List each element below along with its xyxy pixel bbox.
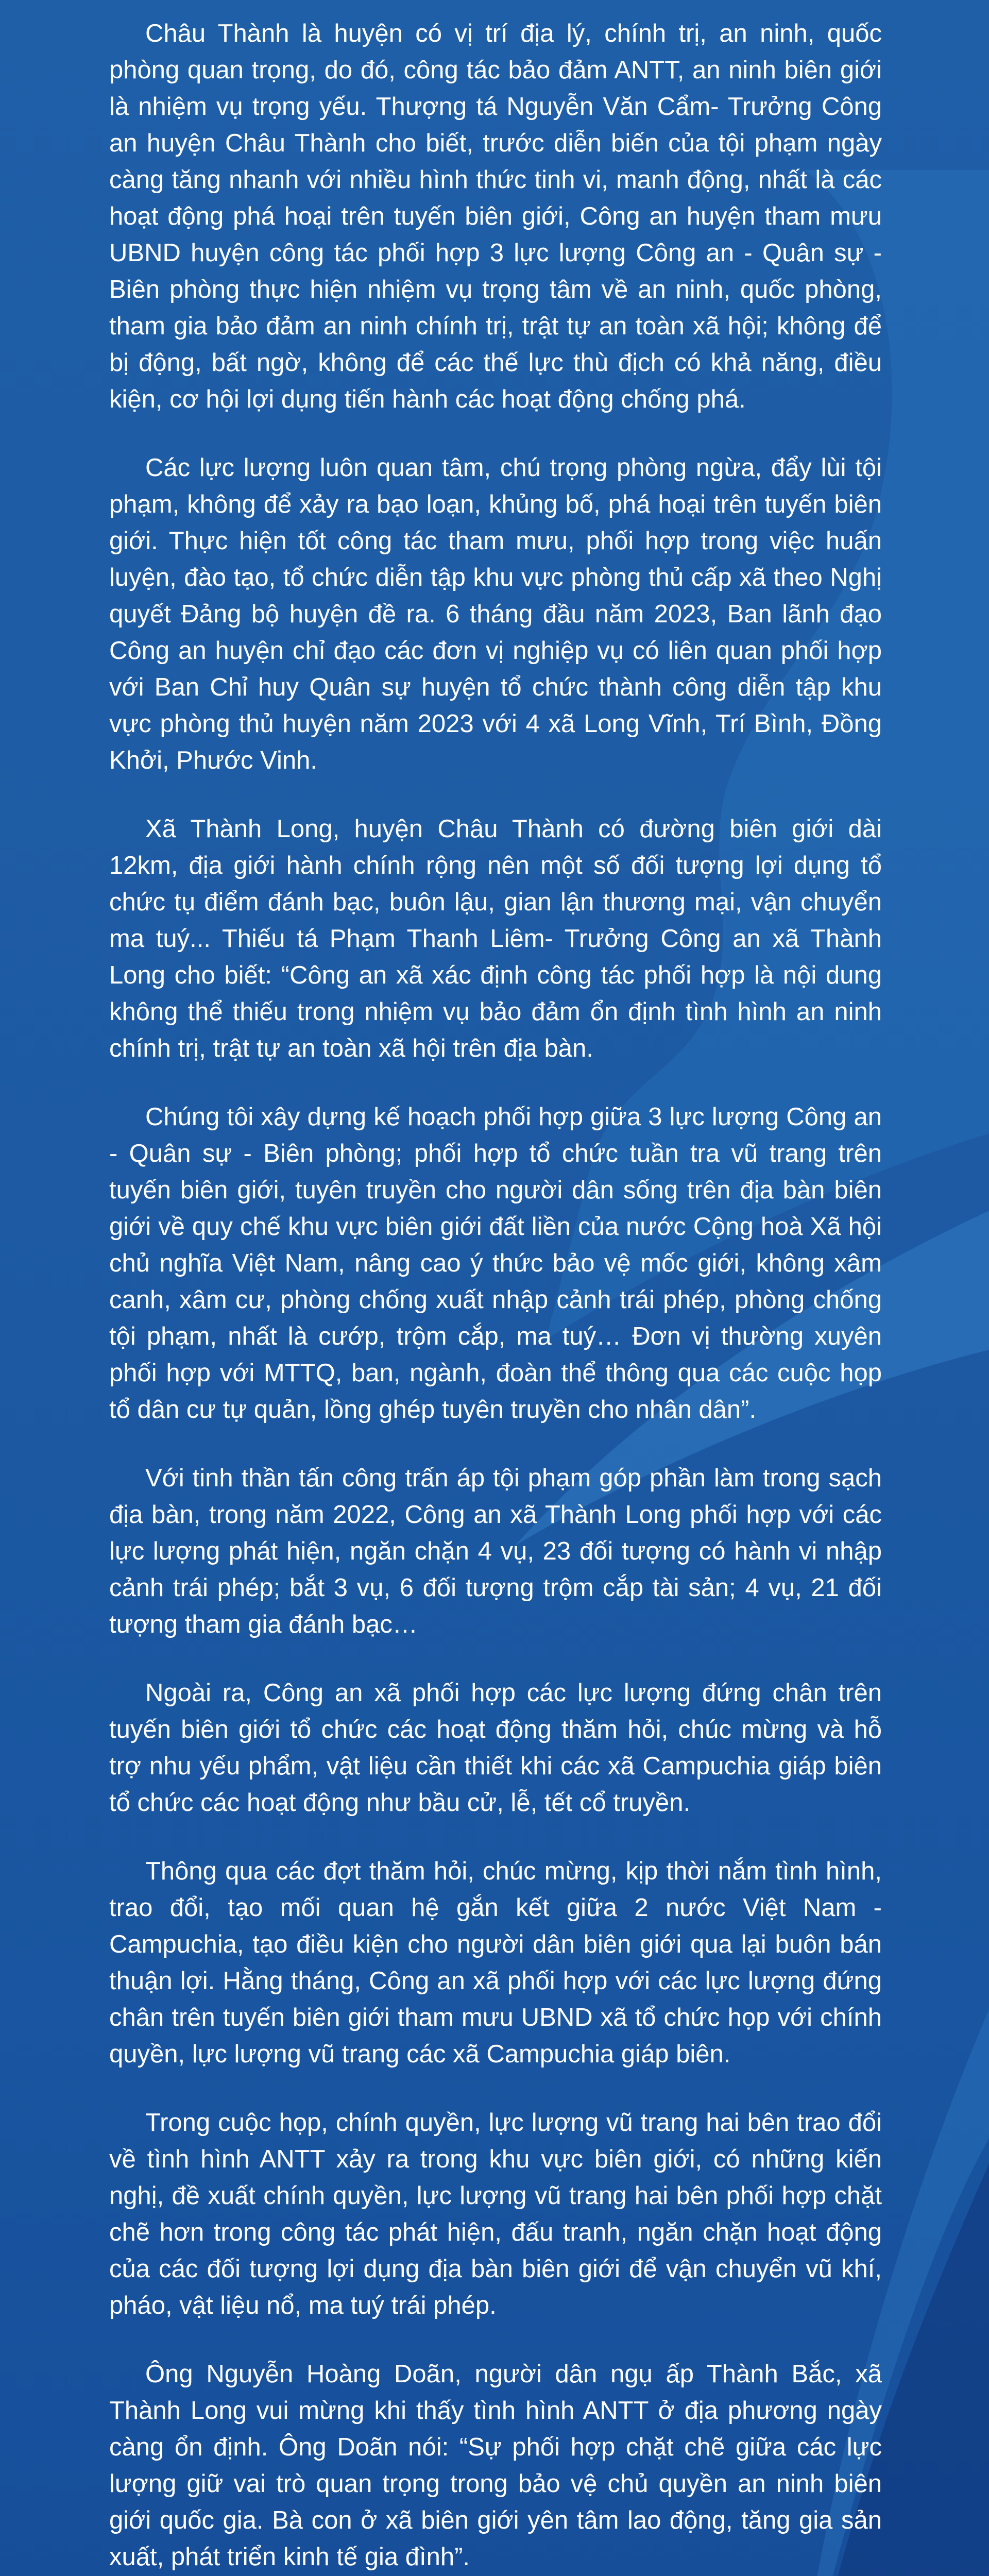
paragraph-3: Xã Thành Long, huyện Châu Thành có đường biên giới dài 12km, địa giới hành chính rộng nên một số đối tượng lợi dụng tổ chức tụ điểm đánh bạc, buôn lậu, gian lận thương mại, vận chuyển ma tuý... Thiếu tá Phạm Thanh Liêm- Trưởng Công an xã Thành Long cho biết: “Công an xã xác định công tác phối hợp là nội dung không thể thiếu trong nhiệm vụ bảo đảm ổn định tình hình an ninh chính trị, trật tự an toàn xã hội trên địa bàn. bbox=[109, 815, 882, 1062]
article-body bbox=[109, 15, 882, 2576]
paragraph-5: Với tinh thần tấn công trấn áp tội phạm góp phần làm trong sạch địa bàn, trong năm 2022, Công an xã Thành Long phối hợp với các lực lượng phát hiện, ngăn chặn 4 vụ, 23 đối tượng có hành vi nhập cảnh trái phép; bắt 3 vụ, 6 đối tượng trộm cắp tài sản; 4 vụ, 21 đối tượng tham gia đánh bạc… bbox=[109, 1464, 882, 1638]
paragraph-2: Các lực lượng luôn quan tâm, chú trọng phòng ngừa, đẩy lùi tội phạm, không để xảy ra bạo loạn, khủng bố, phá hoại trên tuyến biên giới. Thực hiện tốt công tác tham mưu, phối hợp trong việc huấn luyện, đào tạo, tổ chức diễn tập khu vực phòng thủ cấp xã theo Nghị quyết Đảng bộ huyện đề ra. 6 tháng đầu năm 2023, Ban lãnh đạo Công an huyện chỉ đạo các đơn vị nghiệp vụ có liên quan phối hợp với Ban Chỉ huy Quân sự huyện tổ chức thành công diễn tập khu vực phòng thủ huyện năm 2023 với 4 xã Long Vĩnh, Trí Bình, Đồng Khởi, Phước Vinh. bbox=[109, 454, 882, 774]
paragraph-6: Ngoài ra, Công an xã phối hợp các lực lượng đứng chân trên tuyến biên giới tổ chức các hoạt động thăm hỏi, chúc mừng và hỗ trợ nhu yếu phẩm, vật liệu cần thiết khi các xã Campuchia giáp biên tổ chức các hoạt động như bầu cử, lễ, tết cổ truyền. bbox=[109, 1679, 882, 1817]
paragraph-7: Thông qua các đợt thăm hỏi, chúc mừng, kịp thời nắm tình hình, trao đổi, tạo mối quan hệ gắn kết giữa 2 nước Việt Nam - Campuchia, tạo điều kiện cho người dân biên giới qua lại buôn bán thuận lợi. Hằng tháng, Công an xã phối hợp với các lực lượng đứng chân trên tuyến biên giới tham mưu UBND xã tổ chức họp với chính quyền, lực lượng vũ trang các xã Campuchia giáp biên. bbox=[109, 1857, 882, 2068]
paragraph-9: Ông Nguyễn Hoàng Doãn, người dân ngụ ấp Thành Bắc, xã Thành Long vui mừng khi thấy tình hình ANTT ở địa phương ngày càng ổn định. Ông Doãn nói: “Sự phối hợp chặt chẽ giữa các lực lượng giữ vai trò quan trọng trong bảo vệ chủ quyền an ninh biên giới quốc gia. Bà con ở xã biên giới yên tâm lao động, tăng gia sản xuất, phát triển kinh tế gia đình”. bbox=[109, 2360, 882, 2571]
paragraph-8: Trong cuộc họp, chính quyền, lực lượng vũ trang hai bên trao đổi về tình hình ANTT xảy ra trong khu vực biên giới, có những kiến nghị, đề xuất chính quyền, lực lượng vũ trang hai bên phối hợp chặt chẽ hơn trong công tác phát hiện, đấu tranh, ngăn chặn hoạt động của các đối tượng lợi dụng địa bàn biên giới để vận chuyển vũ khí, pháo, vật liệu nổ, ma tuý trái phép. bbox=[109, 2109, 882, 2319]
paragraph-1: Châu Thành là huyện có vị trí địa lý, chính trị, an ninh, quốc phòng quan trọng, do đó, công tác bảo đảm ANTT, an ninh biên giới là nhiệm vụ trọng yếu. Thượng tá Nguyễn Văn Cẩm- Trưởng Công an huyện Châu Thành cho biết, trước diễn biến của tội phạm ngày càng tăng nhanh với nhiều hình thức tinh vi, manh động, nhất là các hoạt động phá hoại trên tuyến biên giới, Công an huyện tham mưu UBND huyện công tác phối hợp 3 lực lượng Công an - Quân sự - Biên phòng thực hiện nhiệm vụ trọng tâm về an ninh, quốc phòng, tham gia bảo đảm an ninh chính trị, trật tự an toàn xã hội; không để bị động, bất ngờ, không để các thế lực thù địch có khả năng, điều kiện, cơ hội lợi dụng tiến hành các hoạt động chống phá. bbox=[109, 20, 882, 413]
paragraph-4: Chúng tôi xây dựng kế hoạch phối hợp giữa 3 lực lượng Công an - Quân sự - Biên phòng; phối hợp tổ chức tuần tra vũ trang trên tuyến biên giới, tuyên truyền cho người dân sống trên địa bàn biên giới về quy chế khu vực biên giới đất liền của nước Cộng hoà Xã hội chủ nghĩa Việt Nam, nâng cao ý thức bảo vệ mốc giới, không xâm canh, xâm cư, phòng chống xuất nhập cảnh trái phép, phòng chống tội phạm, nhất là cướp, trộm cắp, ma tuý… Đơn vị thường xuyên phối hợp với MTTQ, ban, ngành, đoàn thể thông qua các cuộc họp tổ dân cư tự quản, lồng ghép tuyên truyền cho nhân dân”. bbox=[109, 1103, 882, 1423]
